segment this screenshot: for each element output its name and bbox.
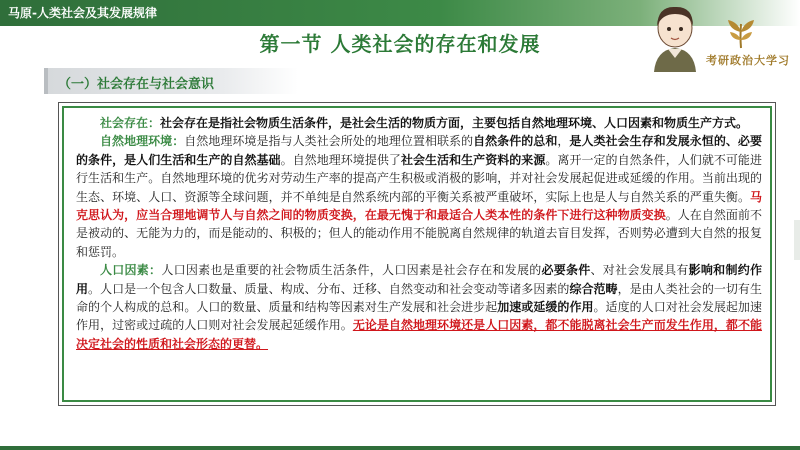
side-decoration [794, 220, 800, 260]
p2-text-1: 自然地理环境是指与人类社会所处的地理位置相联系的 [184, 134, 474, 149]
p3-red-conclusion: 无论是自然地理环境还是人口因素，都不能脱离社会生产而发生作用，都不能决定社会的性质和社会形态的更替。 [76, 318, 762, 351]
p2-text-3: 。自然地理环境提供了 [280, 152, 401, 167]
content-box [58, 102, 776, 406]
p3-bold-3: 综合范畴 [569, 281, 618, 296]
p2-text-2: ， [557, 134, 570, 149]
section-heading: （一）社会存在与社会意识 [58, 77, 215, 92]
page-title: 第一节 人类社会的存在和发展 [259, 32, 541, 56]
paragraph-population [76, 261, 762, 353]
paragraph-natural-environment [76, 132, 762, 261]
p3-text-2: 、对社会发展具有 [590, 263, 689, 278]
term-population: 人口因素： [100, 263, 162, 278]
course-label: 马原-人类社会及其发展规律 [8, 6, 157, 20]
term-natural-environment: 自然地理环境： [100, 134, 185, 149]
teacher-avatar-illustration [646, 2, 704, 72]
logo-text: 考研政治大学习 [706, 54, 790, 67]
content-box-inner-border [62, 106, 772, 402]
term-social-existence: 社会存在： [100, 116, 161, 130]
content-text [76, 114, 762, 353]
p3-bold-4: 加速或延缓的作用 [497, 300, 594, 315]
paragraph-social-existence [76, 114, 762, 132]
p3-text-1: 人口因素也是重要的社会物质生活条件，人口因素是社会存在和发展的 [161, 263, 542, 278]
bottom-bar [0, 446, 800, 450]
p2-bold-1: 自然条件的总和 [473, 134, 558, 149]
p2-bold-2: 是人类社会生存和发展永恒的、必要的条件，是人们生活和生产的自然基础 [76, 134, 762, 167]
p1-definition: 社会存在是指社会物质生活条件，是社会生活的物质方面，主要包括自然地理环境、人口因素和物质生产方式。 [160, 116, 749, 130]
p3-text-3: 。人口是一个包含人口数量、质量、构成、分布、迁移、自然变动和社会变动等诸多因素的 [88, 281, 570, 296]
p2-red-marx-quote: 马克思认为，应当合理地调节人与自然之间的物质变换，在最无愧于和最适合人类本性的条件下进行这种物质变换 [76, 189, 762, 223]
p3-text-4: ，是由人类社会的一切有生命的个人构成的总和。人口的数量、质量和结构等因素对生产发展和社会进步起 [76, 281, 762, 315]
section-heading-tab [44, 68, 298, 94]
p3-text-5: 。适度的人口对社会发展起加速作用，过密或过疏的人口则对社会发展起延缓作用。 [76, 300, 762, 333]
leaf-logo-icon [724, 18, 758, 50]
p3-bold-1: 必要条件 [541, 263, 591, 278]
p2-text-5: 。人在自然面前不是被动的、无能为力的，而是能动的、积极的；但人的能动作用不能脱离自然规律的轨道去盲目发挥，否则势必遭到大自然的报复和惩罚。 [76, 208, 762, 259]
p3-bold-2: 影响和制约作用 [76, 263, 762, 296]
p2-bold-3: 社会生活和生产资料的来源 [400, 152, 546, 167]
p2-text-4: 。离开一定的自然条件，人们就不可能进行生活和生产。自然地理环境的优劣对劳动生产率的提高产生积极或消极的影响，并对社会发展起促进或延缓的作用。当前出现的生态、环境、人口、资源等全球问题，并不单纯是自然系统内部的平衡关系被严重破坏，实际上也是人与自然关系的严重失衡。 [76, 152, 762, 204]
